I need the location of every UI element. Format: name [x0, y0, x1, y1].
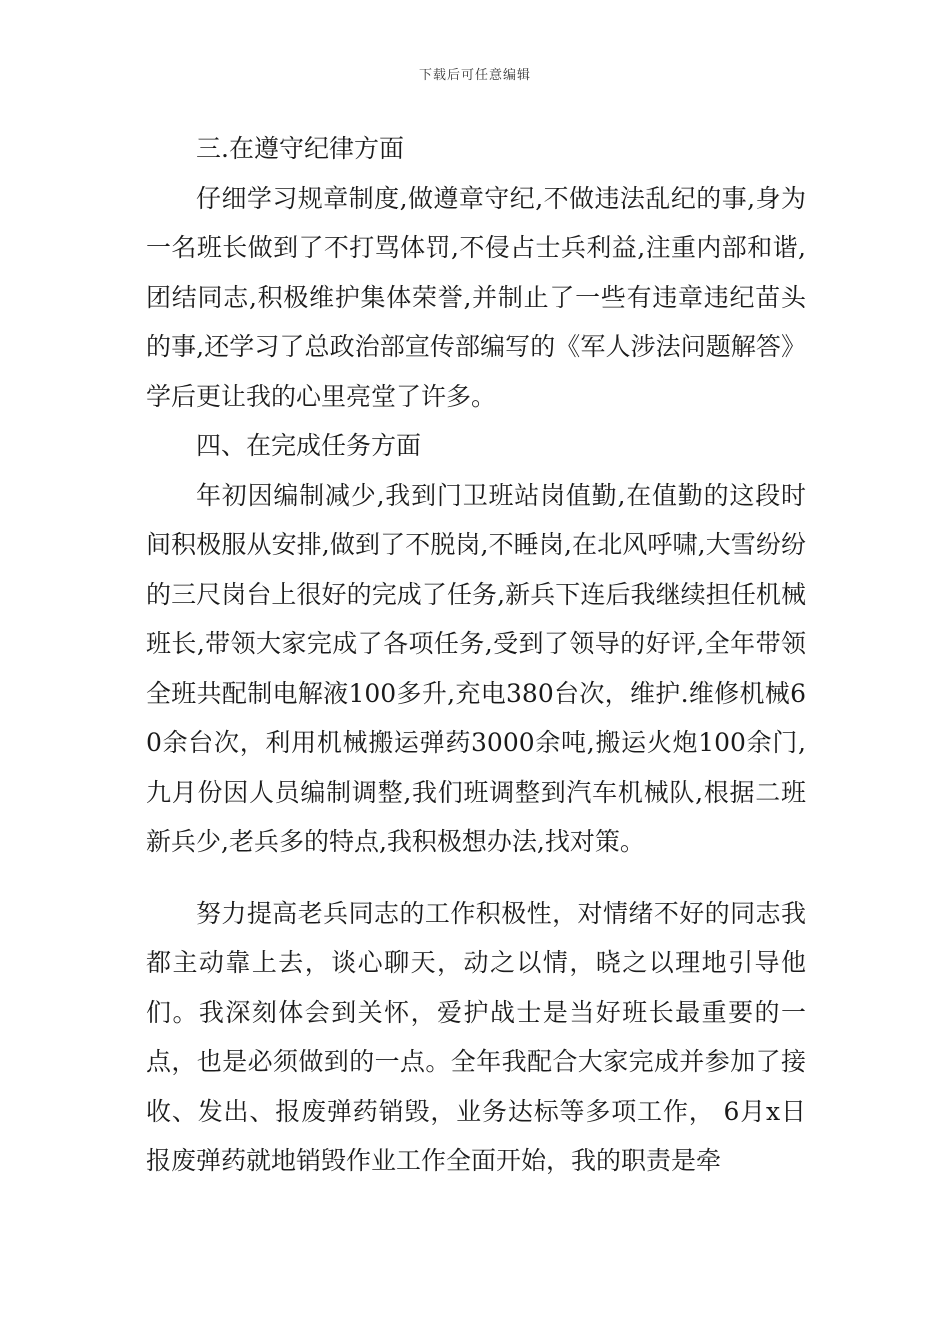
section-heading-discipline: 三.在遵守纪律方面 [196, 134, 404, 163]
paragraph-discipline: 仔细学习规章制度,做遵章守纪,不做违法乱纪的事,身为一名班长做到了不打骂体罚,不侵占士兵利益,注重内部和谐,团结同志,积极维护集体荣誉,并制止了一些有违章违纪苗头的事,还学习了总政治部宣传部编写的《军人涉法问题解答》学后更让我的心里亮堂了许多。 [146, 183, 806, 411]
paragraph-veterans: 努力提高老兵同志的工作积极性，对情绪不好的同志我都主动靠上去，谈心聊天，动之以情，晓之以理地引导他们。我深刻体会到关怀，爱护战士是当好班长最重要的一点，也是必须做到的一点。全年我配合大家完成并参加了接收、发出、报废弹药销毁，业务达标等多项工作， 6月x日报废弹药就地销毁作业工作全面开始，我的职责是牵 [146, 898, 806, 1175]
page-header: 下载后可任意编辑 [418, 68, 531, 83]
document-body [146, 124, 806, 1186]
section-heading-tasks: 四、在完成任务方面 [196, 431, 422, 460]
paragraph-tasks: 年初因编制减少,我到门卫班站岗值勤,在值勤的这段时间积极服从安排,做到了不脱岗,不睡岗,在北风呼啸,大雪纷纷的三尺岗台上很好的完成了任务,新兵下连后我继续担任机械班长,带领大家完成了各项任务,受到了领导的好评,全年带领全班共配制电解液100多升,充电380台次，维护.维修机械60余台次，利用机械搬运弹药3000余吨,搬运火炮100余门,九月份因人员编制调整,我们班调整到汽车机械队,根据二班新兵少,老兵多的特点,我积极想办法,找对策。 [146, 480, 806, 856]
